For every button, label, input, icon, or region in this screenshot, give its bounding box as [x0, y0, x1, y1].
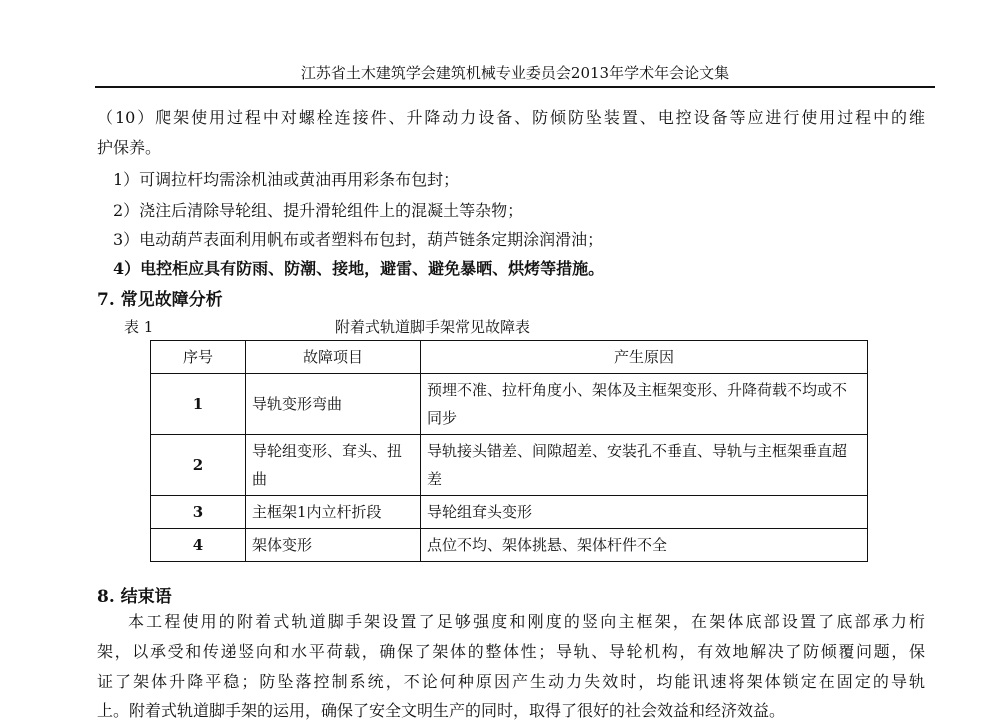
row-cause: 点位不均、架体挑悬、架体杆件不全 — [421, 529, 868, 562]
table-header-row — [151, 341, 868, 374]
section-heading: 8. 结束语 — [97, 587, 172, 607]
table-caption: 附着式轨道脚手架常见故障表 — [335, 318, 531, 336]
table-row — [151, 529, 868, 562]
list-item: 4）电控柜应具有防雨、防潮、接地，避雷、避免暴晒、烘烤等措施。 — [113, 259, 605, 278]
row-item: 导轮组变形、耷头、扭曲 — [246, 435, 421, 496]
row-item: 主框架1内立杆折段 — [246, 496, 421, 529]
row-number: 4 — [151, 529, 246, 562]
paragraph-line: 护保养。 — [97, 138, 162, 157]
header-cell: 序号 — [151, 341, 246, 374]
paragraph-line: 上。附着式轨道脚手架的运用，确保了安全文明生产的同时，取得了很好的社会效益和经济效益。 — [97, 701, 786, 720]
row-number: 1 — [151, 374, 246, 435]
row-cause: 预埋不准、拉杆角度小、架体及主框架变形、升降荷载不均或不同步 — [421, 374, 868, 435]
row-number: 2 — [151, 435, 246, 496]
table-row — [151, 374, 868, 435]
row-item: 导轨变形弯曲 — [246, 374, 421, 435]
row-number: 3 — [151, 496, 246, 529]
table-label: 表 1 — [124, 318, 154, 336]
paragraph-line: 本工程使用的附着式轨道脚手架设置了足够强度和刚度的竖向主框架，在架体底部设置了底部承力桁 — [128, 612, 925, 631]
list-item: 2）浇注后清除导轮组、提升滑轮组件上的混凝土等杂物； — [113, 201, 524, 220]
row-item: 架体变形 — [246, 529, 421, 562]
paragraph-line: 架，以承受和传递竖向和水平荷载，确保了架体的整体性；导轨、导轮机构，有效地解决了防倾覆问题，保 — [97, 642, 925, 661]
row-cause: 导轮组耷头变形 — [421, 496, 868, 529]
list-item: 1）可调拉杆均需涂机油或黄油再用彩条布包封； — [113, 170, 460, 189]
running-header: 江苏省土木建筑学会建筑机械专业委员会2013年学术年会论文集 — [300, 64, 730, 82]
paragraph-line: （10）爬架使用过程中对螺栓连接件、升降动力设备、防倾防坠装置、电控设备等应进行使用过程中的维 — [97, 108, 925, 127]
table-row — [151, 435, 868, 496]
header-rule — [95, 86, 935, 88]
row-cause: 导轨接头错差、间隙超差、安装孔不垂直、导轨与主框架垂直超差 — [421, 435, 868, 496]
list-item: 3）电动葫芦表面利用帆布或者塑料布包封，葫芦链条定期涂润滑油； — [113, 230, 604, 249]
header-cell: 故障项目 — [246, 341, 421, 374]
section-heading: 7. 常见故障分析 — [97, 290, 223, 310]
header-cell: 产生原因 — [421, 341, 868, 374]
paragraph-line: 证了架体升降平稳；防坠落控制系统，不论何种原因产生动力失效时，均能讯速将架体锁定在固定的导轨 — [97, 672, 925, 691]
fault-table — [150, 340, 868, 562]
table-row — [151, 496, 868, 529]
